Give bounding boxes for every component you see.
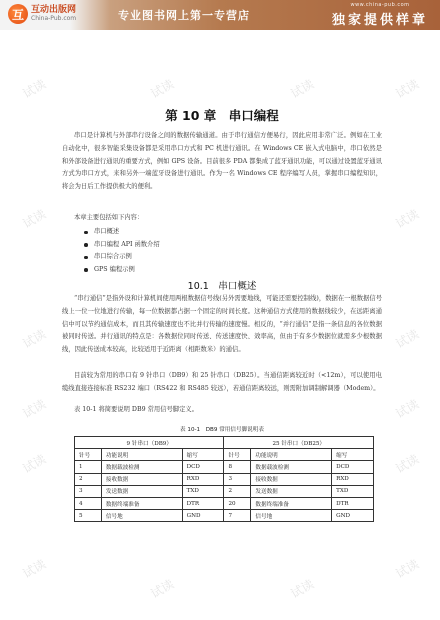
table-cell: 5 (75, 510, 102, 522)
table-cell: 2 (224, 485, 251, 497)
table-cell: TXD (332, 485, 374, 497)
list-item: 串口综合示例 (84, 251, 160, 264)
table-cell: 数据终端准备 (101, 497, 182, 509)
watermark-text: 试读 (20, 326, 49, 351)
table-row (75, 473, 374, 485)
publisher-name: 互动出版网 (31, 5, 77, 15)
table-cell: RXD (332, 473, 374, 485)
table-cell: DCD (332, 461, 374, 473)
table-cell: 接收数据 (101, 473, 182, 485)
watermark-text: 试读 (393, 76, 422, 101)
table-cell: 接收数据 (251, 473, 332, 485)
list-item: 串口编程 API 函数介绍 (84, 239, 160, 252)
table-header-cell: 针号 (75, 449, 102, 461)
sample-chapter-stamp (326, 2, 434, 28)
table-cell: 发送数据 (101, 485, 182, 497)
table-cell: 8 (224, 461, 251, 473)
watermark-text: 试读 (148, 76, 177, 101)
table-caption: 表 10-1 DB9 常用信号脚说明表 (180, 427, 264, 433)
chapter-title: 第 10 章 串口编程 (165, 108, 279, 123)
table-cell: 信号地 (101, 510, 182, 522)
watermark-text: 试读 (393, 556, 422, 581)
table-cell: 7 (224, 510, 251, 522)
banner-slogan: 专业图书网上第一专营店 (118, 9, 250, 22)
table-header-cell: 功能说明 (101, 449, 182, 461)
publisher-logo-icon: 互 (8, 4, 28, 24)
table-cell: DTR (332, 497, 374, 509)
table-cell: DCD (182, 461, 224, 473)
chapter-contents-list (84, 226, 160, 276)
table-row (75, 510, 374, 522)
table-row (75, 461, 374, 473)
table-group-header: 25 针串口（DB25） (224, 437, 374, 449)
table-cell: 20 (224, 497, 251, 509)
publisher-logo[interactable] (8, 4, 76, 24)
table-row (75, 485, 374, 497)
table-cell: GND (182, 510, 224, 522)
watermark-text: 试读 (288, 576, 317, 601)
chapter-intro: 本章主要包括如下内容： (74, 214, 144, 221)
table-cell: DTR (182, 497, 224, 509)
table-header-cell: 缩写 (182, 449, 224, 461)
table-header-cell: 功能说明 (251, 449, 332, 461)
header-banner (0, 0, 440, 30)
table-cell: 1 (75, 461, 102, 473)
table-header-row (75, 449, 374, 461)
stamp-url: www.china-pub.com (350, 2, 410, 8)
watermark-text: 试读 (393, 326, 422, 351)
table-cell: 3 (75, 485, 102, 497)
table-group-header: 9 针串口（DB9） (75, 437, 224, 449)
table-cell: 数据终端准备 (251, 497, 332, 509)
chapter-paragraph: 串口是计算机与外部串行设备之间的数据传输通道。由于串行通信方便易行，因此应用非常广泛。例如在工业自动化中，很多智能采集设备都是采用串口方式和 PC 机进行通讯。在 Windows CE 嵌入式电脑中，串口依然是和外部设备进行通讯的重要方式，例如 GPS 设备。目前很多 PDA 都集成了蓝牙通讯功能，可以通过设置蓝牙通讯方式为串口方式，来和另外一端蓝牙设备进行通讯。作为一名 Windows CE 程序编写人员，掌握串口编程知识，将会为日后工作提供极大的便利。 (62, 132, 382, 191)
section-title: 10.1 串口概述 (187, 281, 257, 292)
watermark-text: 试读 (393, 396, 422, 421)
db9-pin-table (74, 436, 374, 522)
watermark-text: 试读 (20, 76, 49, 101)
watermark-text: 试读 (20, 556, 49, 581)
list-item: 串口概述 (84, 226, 160, 239)
publisher-domain: China-Pub.com (31, 15, 77, 22)
table-cell: 4 (75, 497, 102, 509)
watermark-text: 试读 (393, 451, 422, 476)
section-paragraph: 表 10-1 将简要说明 DB9 常用信号脚定义。 (74, 406, 198, 413)
stamp-text: 独家提供样章 (331, 13, 428, 28)
section-paragraph: 目前较为常用的串口有 9 针串口（DB9）和 25 针串口（DB25）。当通信距离较近时（<12m），可以使用电缆线直接连接标准 RS232 端口（RS422 和 RS485 较远），若通信距离较远，则需附加调制解调器（Modem）。 (62, 372, 382, 392)
table-cell: 数据载波检测 (101, 461, 182, 473)
table-cell: 2 (75, 473, 102, 485)
section-paragraph: “串行通信”是指外设和计算机间使用两根数据信号线(另外需要地线，可能还需要控制线)，数据在一根数据信号线上一位一位地进行传输，每一位数据都占据一个固定的时间长度。这种通信方式使用的数据线较少，在远距离通信中可以节约通信成本，而且其传输速度也不比并行传输的速度慢。相反的，“并行通信”是指一条信息的各位数据被同时传送。并行通讯的特点是：各数据位同时传送、传送速度快、效率高，但由于有多少数据位就需多少根数据线，因此传送成本较高，比较适用于近距离（相距数米）的通信。 (62, 295, 382, 354)
watermark-text: 试读 (393, 206, 422, 231)
table-cell: RXD (182, 473, 224, 485)
list-item: GPS 编程示例 (84, 264, 160, 277)
table-cell: TXD (182, 485, 224, 497)
table-cell: 数据载波检测 (251, 461, 332, 473)
table-header-cell: 针号 (224, 449, 251, 461)
table-header-cell: 缩写 (332, 449, 374, 461)
watermark-text: 试读 (20, 451, 49, 476)
watermark-text: 试读 (148, 576, 177, 601)
table-cell: 信号地 (251, 510, 332, 522)
table-cell: GND (332, 510, 374, 522)
table-group-row (75, 437, 374, 449)
table-cell: 3 (224, 473, 251, 485)
watermark-text: 试读 (288, 76, 317, 101)
watermark-text: 试读 (20, 206, 49, 231)
table-row (75, 497, 374, 509)
table-cell: 发送数据 (251, 485, 332, 497)
watermark-text: 试读 (20, 396, 49, 421)
